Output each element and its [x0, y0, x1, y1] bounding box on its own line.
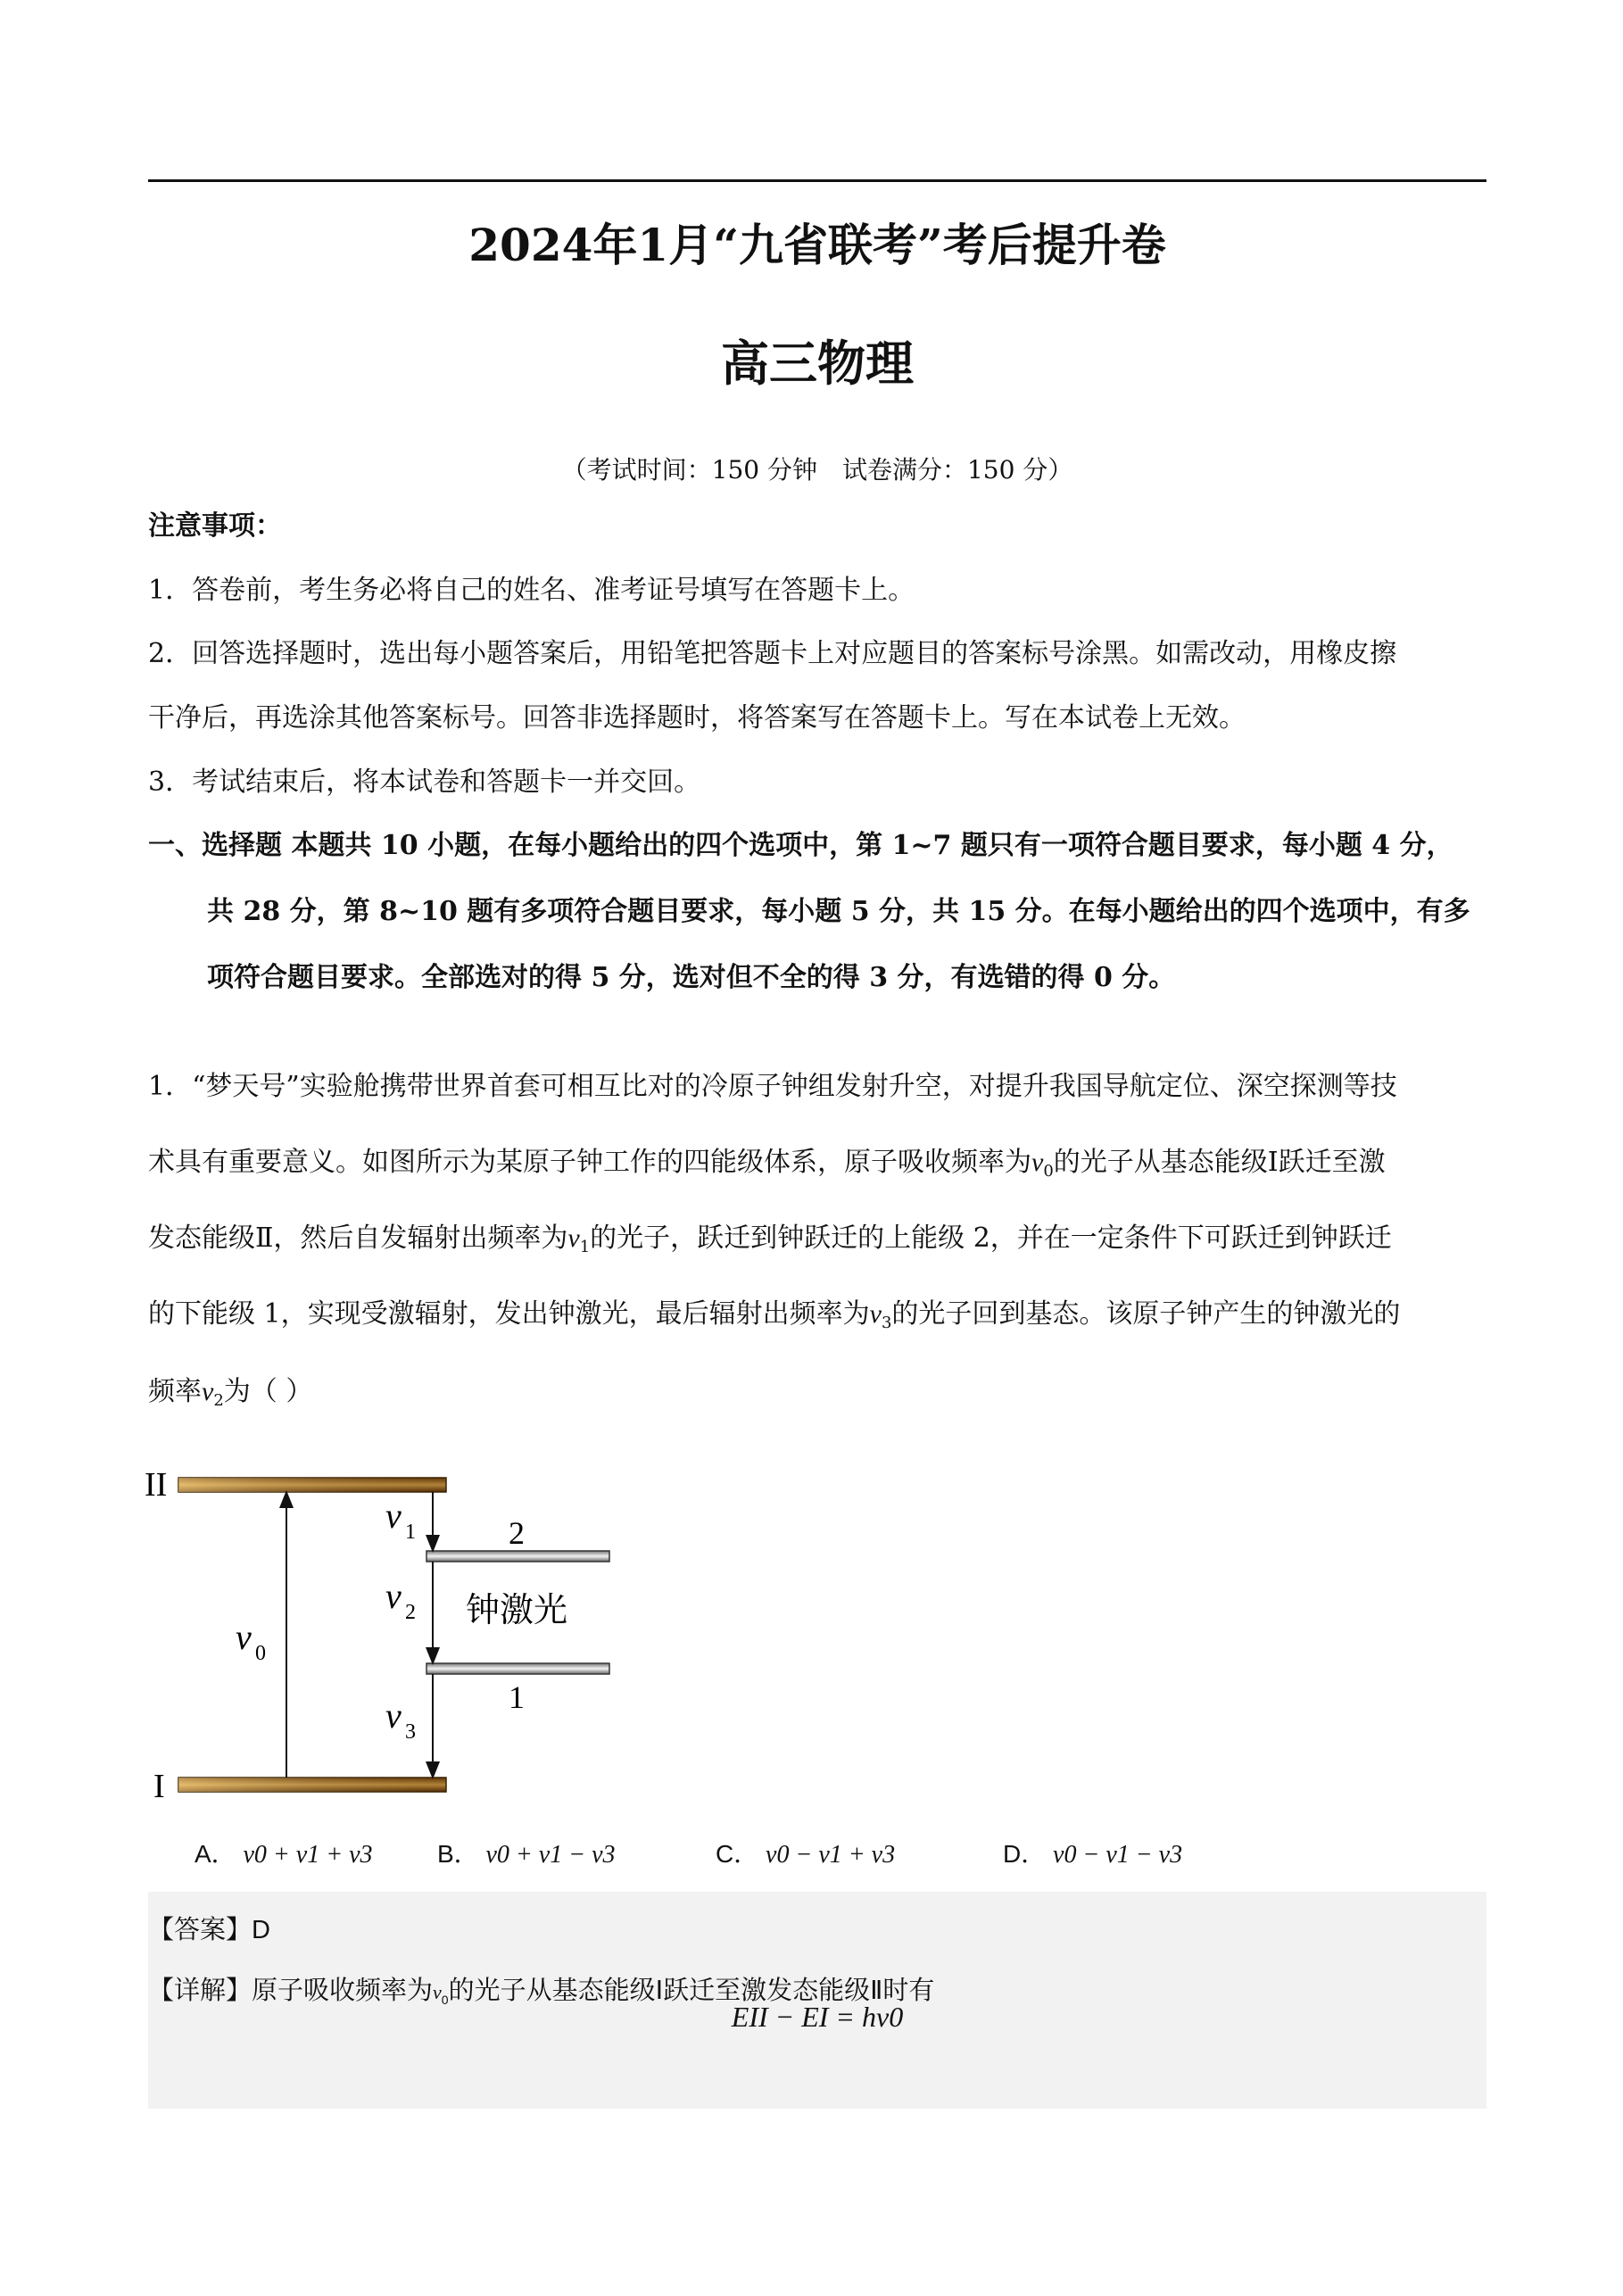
option-c[interactable]: C． ν0 − ν1 + ν3 [716, 1840, 896, 1869]
detail-line: 【详解】原子吸收频率为$\nu_0$的光子从基态能级Ⅰ跃迁至激发态能级Ⅱ时有 [148, 1977, 935, 2007]
notice-item-1: 1．答卷前，考生务必将自己的姓名、准考证号填写在答题卡上。 [148, 575, 915, 606]
section-heading-line-3: 项符合题目要求。全部选对的得 5 分，选对但不全的得 3 分，有选错的得 0 分。 [207, 962, 1176, 993]
label-level-2: 2 [509, 1515, 525, 1551]
label-nu-sub-0: 0 [255, 1642, 266, 1665]
question-1-line-1: 1．“梦天号”实验舱携带世界首套可相互比对的冷原子钟组发射升空，对提升我国导航定位、深空探测等技 [148, 1071, 1397, 1102]
notice-heading: 注意事项： [148, 510, 282, 542]
question-1-line-3: 发态能级Ⅱ，然后自发辐射出频率为$\nu_1$的光子，跃迁到钟跃迁的上能级 2，并在一定条件下可跃迁到钟跃迁 [148, 1223, 1392, 1256]
notice-item-2: 2．回答选择题时，选出每小题答案后，用铅笔把答题卡上对应题目的答案标号涂黑。如需改动，用橡皮擦 [148, 638, 1397, 669]
question-1-line-4: 的下能级 1，实现受激辐射，发出钟激光，最后辐射出频率为$\nu_3$的光子回到基态。该原子钟产生的钟激光的 [148, 1298, 1401, 1332]
label-nu-sub-1: 1 [405, 1521, 416, 1544]
label-nu-sub-3: 3 [405, 1720, 416, 1744]
section-heading-line-2: 共 28 分，第 8~10 题有多项符合题目要求，每小题 5 分，共 15 分。在每小题给出的四个选项中，有多 [207, 896, 1470, 927]
label-nu: ν [385, 1695, 402, 1736]
energy-level-diagram [143, 1455, 642, 1820]
level-1-bar [426, 1663, 609, 1674]
section-heading-line-1: 一、选择题 本题共 10 小题，在每小题给出的四个选项中，第 1~7 题只有一项符合题目要求，每小题 4 分， [148, 830, 1453, 861]
level-2-bar [426, 1551, 609, 1562]
label-laser: 钟激光 [466, 1590, 568, 1629]
option-d[interactable]: D． ν0 − ν1 − ν3 [1003, 1840, 1183, 1869]
page-title: 2024年1月“九省联考”考后提升卷 [468, 219, 1166, 271]
option-a[interactable]: A． ν0 + ν1 + ν3 [195, 1840, 373, 1869]
notice-item-2-cont: 干净后，再选涂其他答案标号。回答非选择题时，将答案写在答题卡上。写在本试卷上无效。 [148, 702, 1246, 734]
answer-value: D [252, 1916, 270, 1944]
label-nu: ν [385, 1496, 402, 1536]
question-1-line-2: 术具有重要意义。如图所示为某原子钟工作的四能级体系，原子吸收频率为$\nu_0$的光子从基态能级Ⅰ跃迁至激 [148, 1147, 1386, 1181]
label-level-1: 1 [509, 1679, 525, 1715]
formula: EII − EI = hν0 [731, 2001, 904, 2033]
answer-line: 【答案】D [148, 1916, 270, 1944]
page-subtitle: 高三物理 [721, 335, 914, 392]
label-level-I: I [153, 1768, 165, 1805]
level-I-sheen [178, 1778, 446, 1792]
label-nu: ν [236, 1617, 252, 1657]
label-nu-sub-2: 2 [405, 1601, 416, 1624]
question-1-line-5: 频率$\nu_2$为（ ） [148, 1376, 313, 1410]
level-II-sheen [178, 1478, 446, 1492]
exam-info: （考试时间：150 分钟 试卷满分：150 分） [561, 455, 1073, 485]
notice-item-3: 3．考试结束后，将本试卷和答题卡一并交回。 [148, 767, 701, 798]
label-level-II: II [145, 1466, 168, 1504]
label-nu: ν [385, 1576, 402, 1616]
option-b[interactable]: B． ν0 + ν1 − ν3 [437, 1840, 616, 1869]
top-rule [148, 179, 1486, 182]
